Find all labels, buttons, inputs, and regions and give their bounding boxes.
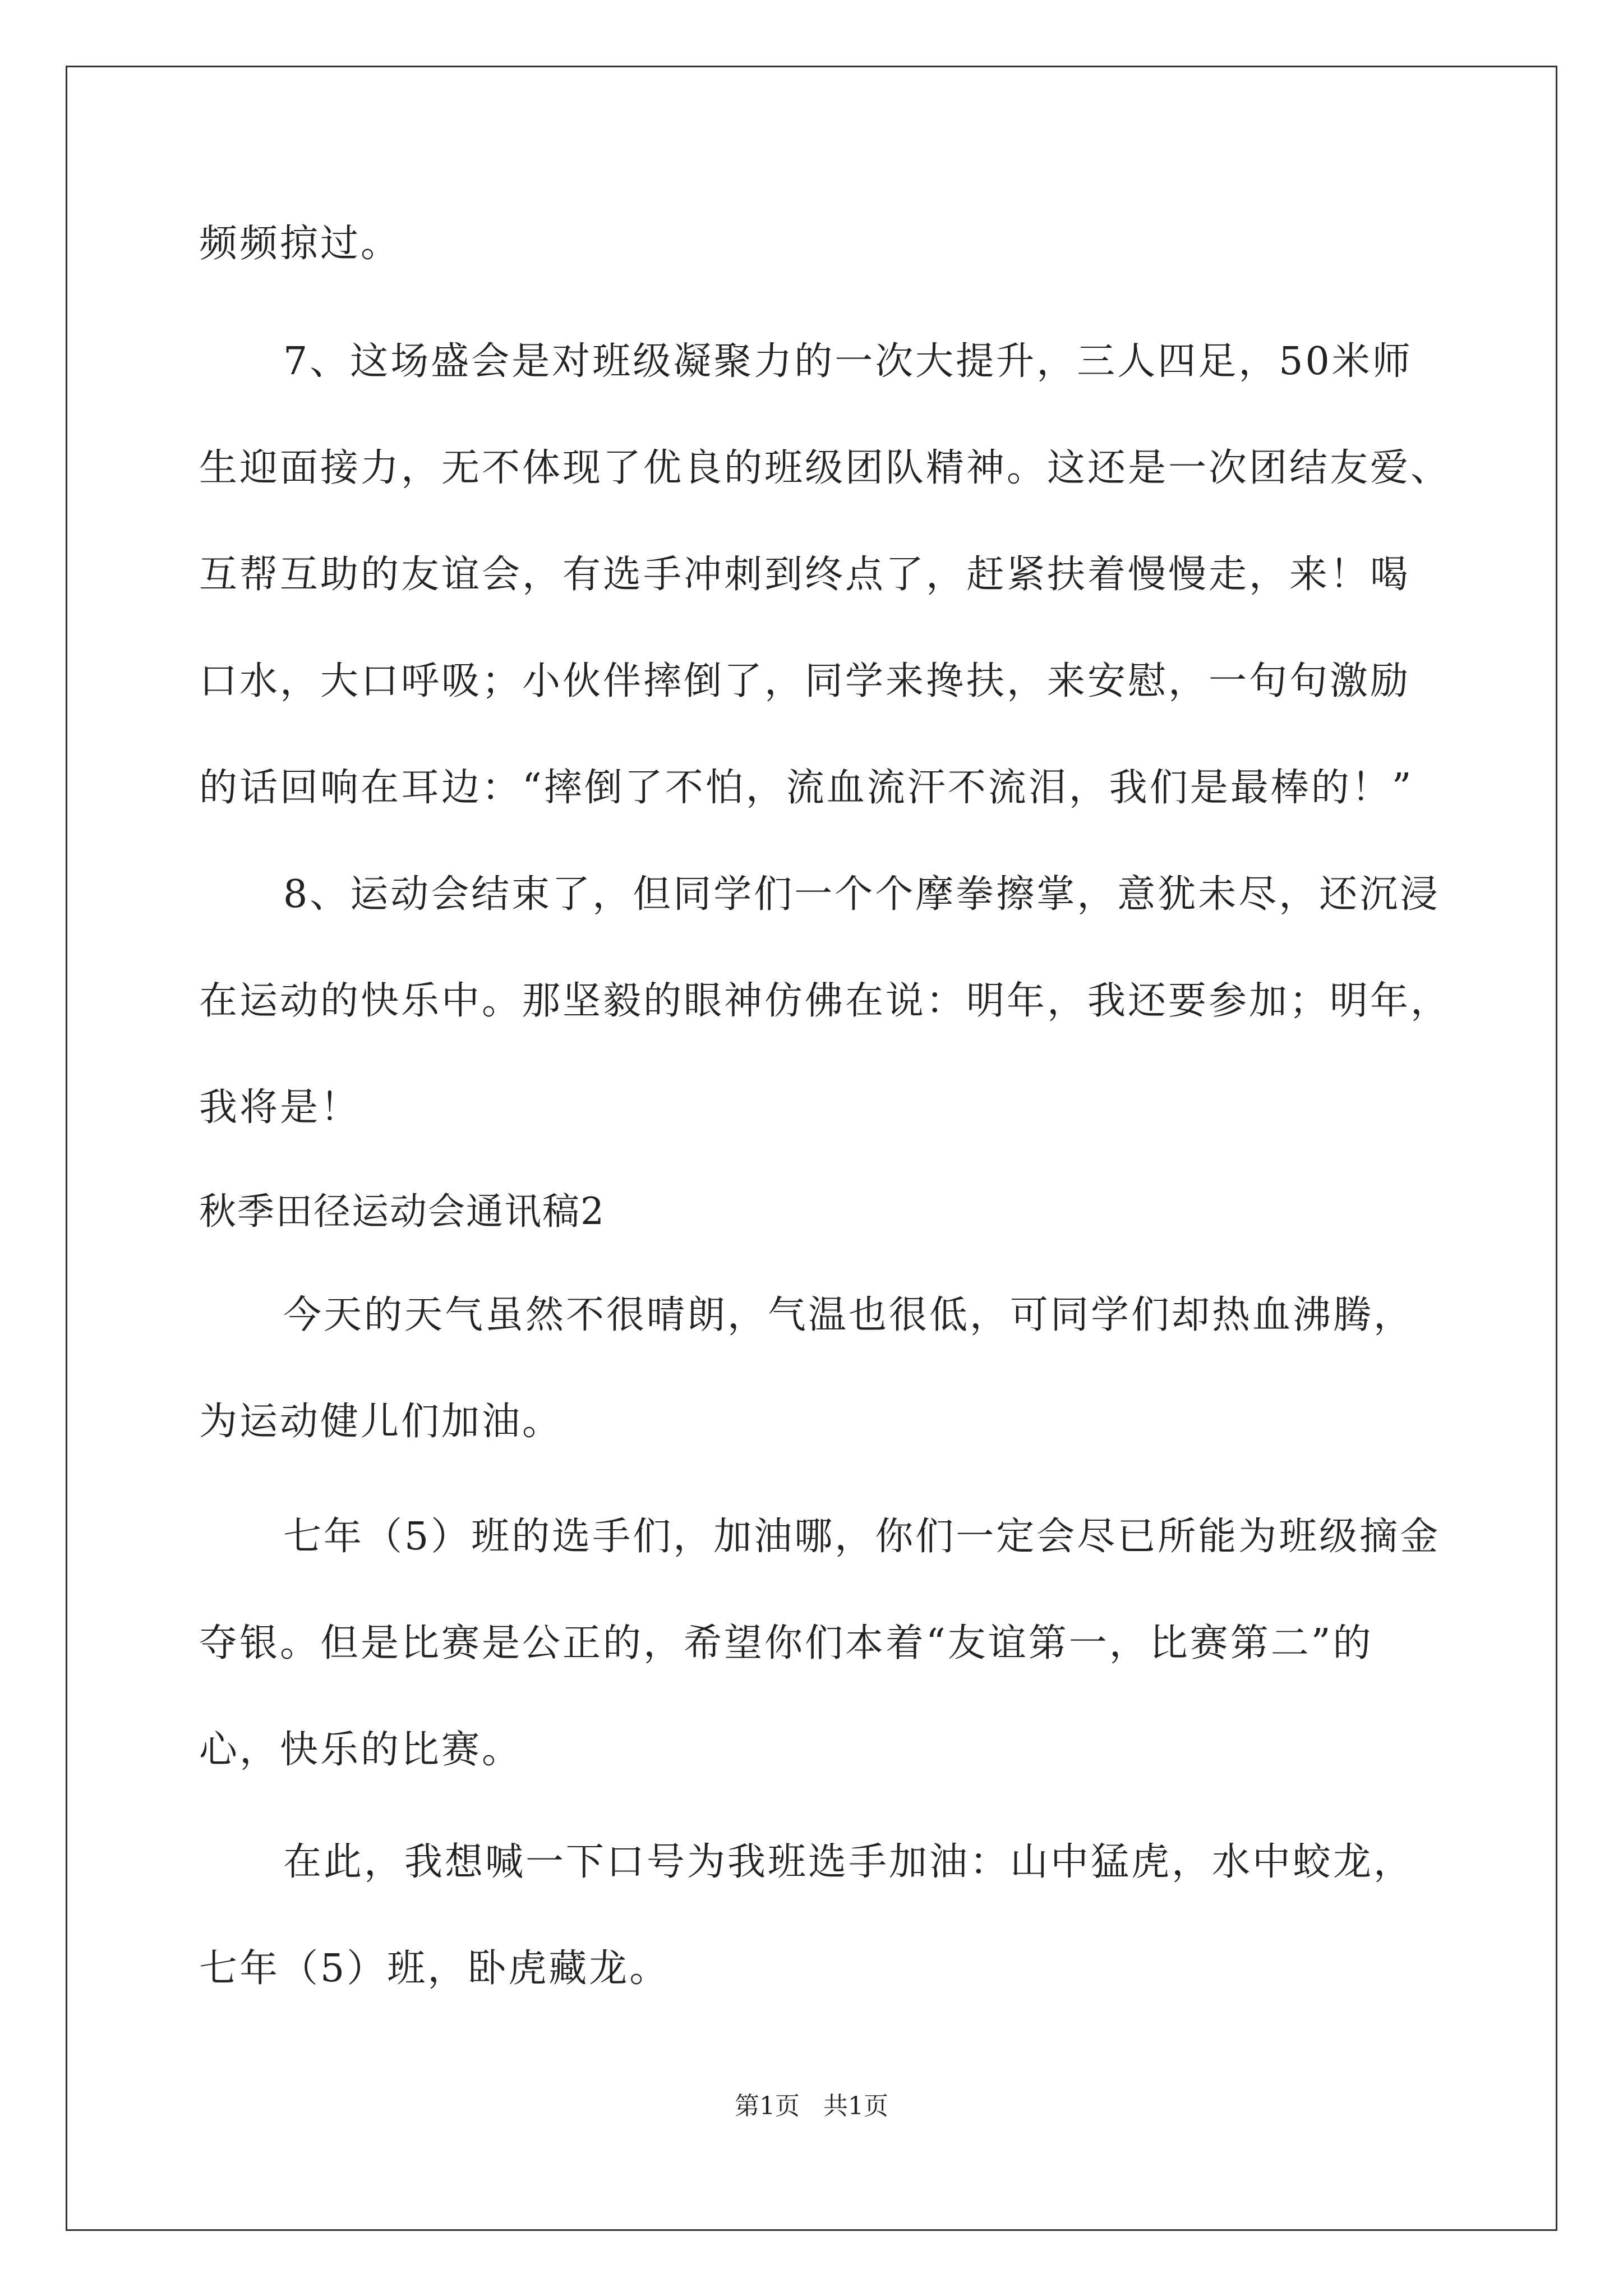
- paragraph-line: 七年（5）班的选手们，加油哪，你们一定会尽已所能为班级摘金: [283, 1515, 1441, 1559]
- paragraph-line: 为运动健儿们加油。: [199, 1400, 563, 1444]
- paragraph-line: 口水，大口呼吸；小伙伴摔倒了，同学来搀扶，来安慰，一句句激励: [199, 659, 1411, 703]
- section-heading: 秋季田径运动会通讯稿2: [199, 1190, 605, 1233]
- paragraph-line: 频频掠过。: [199, 222, 402, 266]
- paragraph-line: 8、运动会结束了，但同学们一个个摩拳擦掌，意犹未尽，还沉浸: [283, 872, 1441, 917]
- paragraph-line: 7、这场盛会是对班级凝聚力的一次大提升，三人四足，50米师: [283, 339, 1413, 384]
- paragraph-line: 夺银。但是比赛是公正的，希望你们本着“友谊第一，比赛第二”的: [199, 1621, 1373, 1665]
- paragraph-line: 在此，我想喊一下口号为我班选手加油：山中猛虎，水中蛟龙，: [283, 1840, 1414, 1884]
- paragraph-line: 心，快乐的比赛。: [199, 1728, 523, 1772]
- paragraph-line: 七年（5）班，卧虎藏龙。: [199, 1947, 670, 1991]
- paragraph-line: 我将是！: [199, 1085, 361, 1130]
- paragraph-line: 互帮互助的友谊会，有选手冲刺到终点了，赶紧扶着慢慢走，来！喝: [199, 553, 1411, 597]
- paragraph-line: 的话回响在耳边：“摔倒了不怕，流血流汗不流泪，我们是最棒的！”: [199, 766, 1414, 810]
- paragraph-line: 今天的天气虽然不很晴朗，气温也很低，可同学们却热血沸腾，: [283, 1293, 1414, 1337]
- page-footer: 第1页 共1页: [735, 2092, 888, 2120]
- paragraph-line: 在运动的快乐中。那坚毅的眼神仿佛在说：明年，我还要参加；明年，: [199, 979, 1451, 1023]
- page-border: [66, 66, 1557, 2231]
- paragraph-line: 生迎面接力，无不体现了优良的班级团队精神。这还是一次团结友爱、: [199, 446, 1451, 490]
